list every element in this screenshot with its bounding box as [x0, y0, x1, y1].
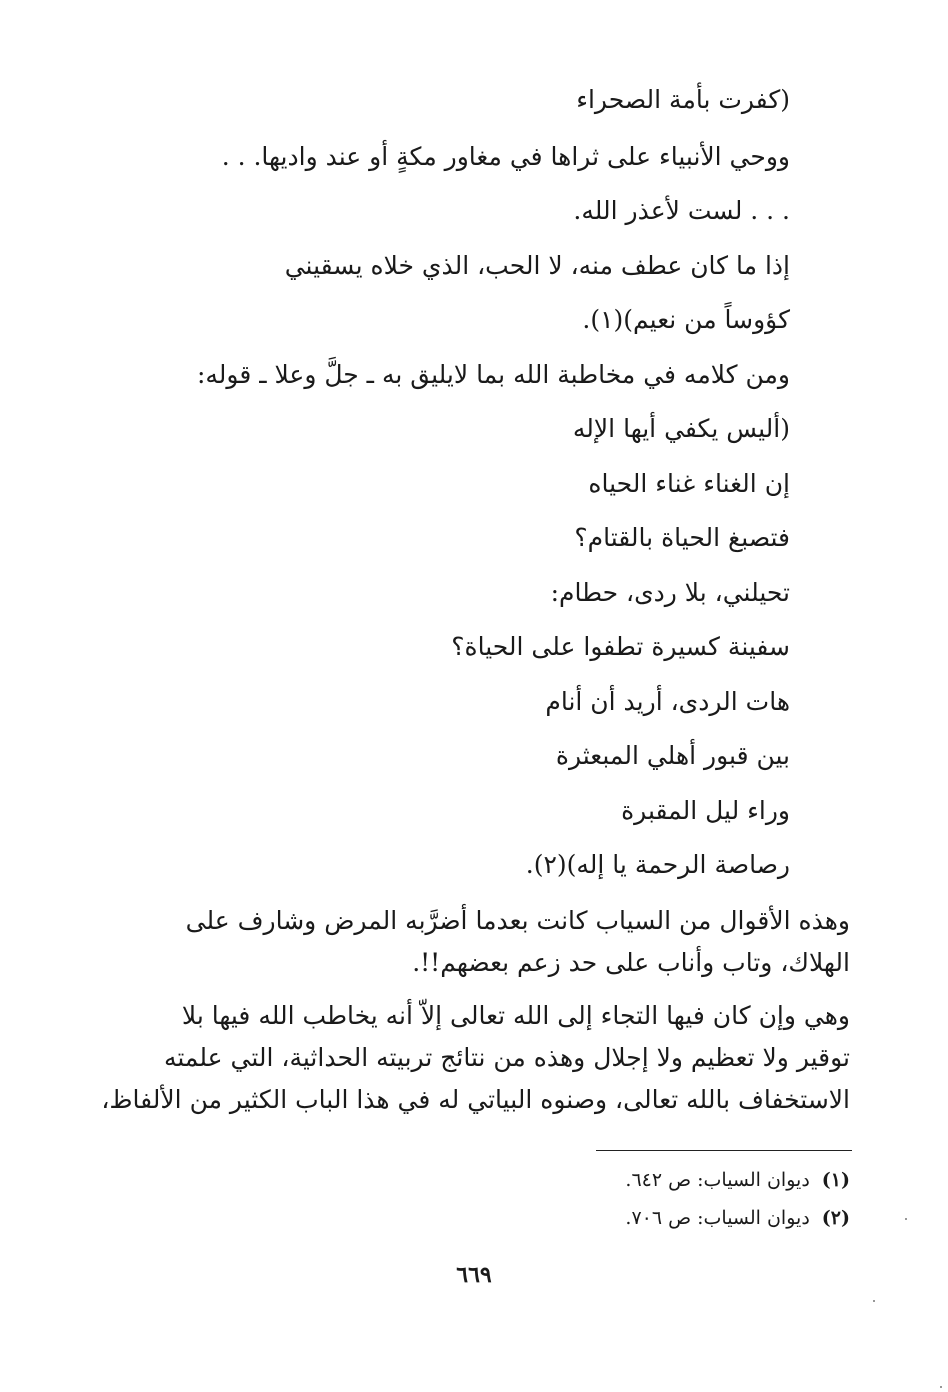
poem-line: رصاصة الرحمة يا إله)(٢).	[525, 850, 790, 879]
scan-speck	[940, 1386, 942, 1388]
scan-speck	[873, 1300, 875, 1302]
footnote-text: ديوان السياب: ص ٦٤٢.	[625, 1169, 810, 1191]
poem-line: وراء ليل المقبرة	[621, 796, 790, 825]
body-paragraph	[98, 995, 850, 1121]
footnote-text: ديوان السياب: ص ٧٠٦.	[625, 1207, 810, 1229]
poem-line: ووحي الأنبياء على ثراها في مغاور مكةٍ أو عند واديها. . .	[221, 142, 790, 171]
poem-line: (كفرت بأمة الصحراء	[576, 85, 790, 114]
body-paragraph	[98, 900, 850, 984]
intro-line: ومن كلامه في مخاطبة الله بما لايليق به ـ جلَّ وعلا ـ قوله:	[196, 360, 790, 389]
poem-line: (أليس يكفي أيها الإله	[572, 414, 790, 443]
page-number: ٦٦٩	[456, 1262, 492, 1288]
paragraph-line: الهلاك، وتاب وأناب على حد زعم بعضهم!!.	[412, 948, 850, 977]
footnote	[625, 1166, 850, 1194]
poem-line: هات الردى، أريد أن أنام	[545, 687, 790, 716]
scan-speck	[905, 1218, 907, 1220]
poem-line: إن الغناء غناء الحياه	[588, 469, 790, 498]
poem-line: سفينة كسيرة تطفوا على الحياة؟	[451, 632, 790, 661]
poem-line: تحيلني، بلا ردى، حطام:	[550, 578, 790, 607]
poem-line: . . . لست لأعذر الله.	[573, 196, 790, 225]
poem-line: فتصبغ الحياة بالقتام؟	[574, 523, 790, 552]
footnote	[625, 1204, 850, 1232]
paragraph-line: توقير ولا تعظيم ولا إجلال وهذه من نتائج تربيته الحداثية، التي علمته	[163, 1043, 850, 1072]
footnote-number: (١)	[821, 1169, 850, 1191]
poem-line: كؤوساً من نعيم)(١).	[582, 305, 790, 334]
footnote-divider	[596, 1150, 852, 1151]
paragraph-line: الاستخفاف بالله تعالى، وصنوه البياتي له في هذا الباب الكثير من الألفاظ،	[101, 1085, 850, 1114]
poem-line: إذا ما كان عطف منه، لا الحب، الذي خلاه يسقيني	[284, 251, 790, 280]
poem-line: بين قبور أهلي المبعثرة	[555, 741, 790, 770]
paragraph-line: وهذه الأقوال من السياب كانت بعدما أضرَّبه المرض وشارف على	[185, 906, 850, 935]
paragraph-line: وهي وإن كان فيها التجاء إلى الله تعالى إلاّ أنه يخاطب الله فيها بلا	[181, 1001, 850, 1030]
footnote-number: (٢)	[821, 1207, 850, 1229]
